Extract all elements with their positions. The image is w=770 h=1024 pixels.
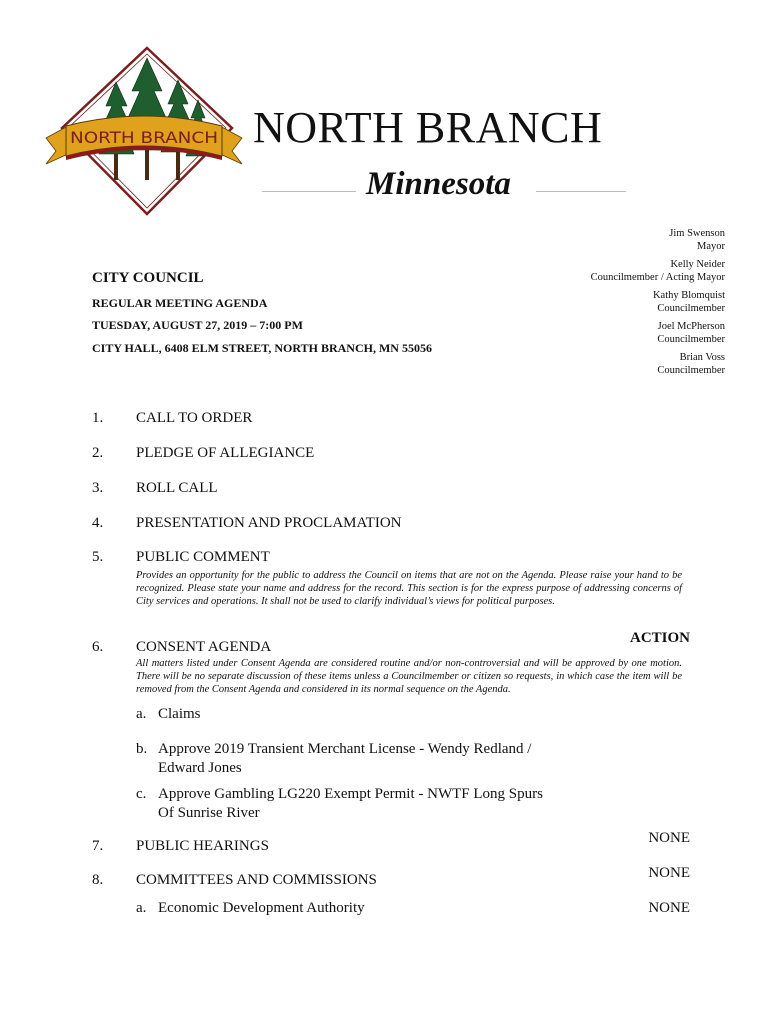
council-heading: CITY COUNCIL — [92, 270, 204, 286]
subitem-text: Approve 2019 Transient Merchant License - Wendy Redland / — [158, 741, 532, 757]
status-label: NONE — [648, 865, 690, 881]
agenda-item-description: All matters listed under Consent Agenda are considered routine and/or non-controversial and will be approved by one motion. There will be no separate discussion of these items unless a Councilmember or citizen so requests, in which case the item will be removed from the Consent Agenda and considered in its normal sequence on the Agenda. — [136, 658, 682, 695]
agenda-item-title: PLEDGE OF ALLEGIANCE — [136, 445, 315, 461]
agenda-item-number: 5. — [92, 549, 104, 565]
agenda-item-title: ROLL CALL — [136, 480, 218, 496]
member-name: Joel McPherson — [657, 321, 725, 332]
agenda-item-title: PUBLIC COMMENT — [136, 549, 270, 565]
subitem-letter: b. — [136, 741, 148, 757]
member-role: Mayor — [697, 240, 725, 252]
agenda-item-title: PUBLIC HEARINGS — [136, 838, 269, 854]
agenda-item-title: COMMITTEES AND COMMISSIONS — [136, 872, 377, 888]
member-role: Councilmember — [657, 364, 725, 376]
meeting-date-time: TUESDAY, AUGUST 27, 2019 – 7:00 PM — [92, 318, 303, 332]
agenda-item-title: CALL TO ORDER — [136, 410, 253, 426]
agenda-item-title: PRESENTATION AND PROCLAMATION — [136, 515, 402, 531]
subitem-letter: c. — [136, 786, 147, 802]
status-label: NONE — [648, 900, 690, 916]
agenda-item-number: 2. — [92, 445, 104, 461]
member-name: Brian Voss — [679, 352, 725, 363]
member-name: Kelly Neider — [670, 259, 725, 270]
agenda-item-description: Provides an opportunity for the public to address the Council on items that are not on the Agenda. Please raise your hand to be recognized. Please state your name and address for the record. This section is for the express purpose of addressing concerns of City services and operations. It shall not be used to clarify individual’s views for political purposes. — [136, 570, 682, 607]
member-role: Councilmember — [657, 333, 725, 345]
member-entry — [505, 321, 725, 346]
agenda-item-number: 8. — [92, 872, 104, 888]
logo-banner-text: NORTH BRANCH — [70, 128, 218, 147]
subitem-letter: a. — [136, 706, 147, 722]
member-entry — [505, 352, 725, 377]
agenda-item-number: 4. — [92, 515, 104, 531]
agenda-item-number: 3. — [92, 480, 104, 496]
member-entry — [505, 259, 725, 284]
subitem-letter: a. — [136, 900, 147, 916]
member-entry — [505, 228, 725, 253]
consent-subitem — [136, 785, 543, 823]
org-subtitle: Minnesota — [366, 166, 511, 202]
member-role: Councilmember — [657, 302, 725, 314]
member-role: Councilmember / Acting Mayor — [590, 271, 725, 283]
north-branch-logo — [44, 46, 244, 218]
member-name: Jim Swenson — [669, 228, 725, 239]
consent-subitem — [136, 705, 201, 724]
subitem-text: Economic Development Authority — [158, 900, 365, 916]
agenda-item-title: CONSENT AGENDA — [136, 639, 272, 655]
meeting-type: REGULAR MEETING AGENDA — [92, 296, 268, 310]
agenda-item-number: 1. — [92, 410, 104, 426]
member-name: Kathy Blomquist — [652, 290, 725, 301]
org-title: NORTH BRANCH — [253, 103, 603, 152]
meeting-location: CITY HALL, 6408 ELM STREET, NORTH BRANCH, MN 55056 — [92, 341, 432, 355]
action-label: ACTION — [629, 630, 690, 646]
status-label: NONE — [648, 830, 690, 846]
committee-subitem — [136, 899, 365, 918]
agenda-item-number: 6. — [92, 639, 104, 655]
consent-subitem — [136, 740, 531, 778]
subitem-text: Claims — [158, 706, 201, 722]
divider-right — [536, 191, 626, 192]
agenda-item-number: 7. — [92, 838, 104, 854]
subitem-text-continued: Of Sunrise River — [158, 805, 260, 821]
subitem-text-continued: Edward Jones — [158, 760, 242, 776]
member-entry — [505, 290, 725, 315]
divider-left — [262, 191, 356, 192]
council-members-list — [505, 228, 725, 383]
subitem-text: Approve Gambling LG220 Exempt Permit - NWTF Long Spurs — [158, 786, 543, 802]
